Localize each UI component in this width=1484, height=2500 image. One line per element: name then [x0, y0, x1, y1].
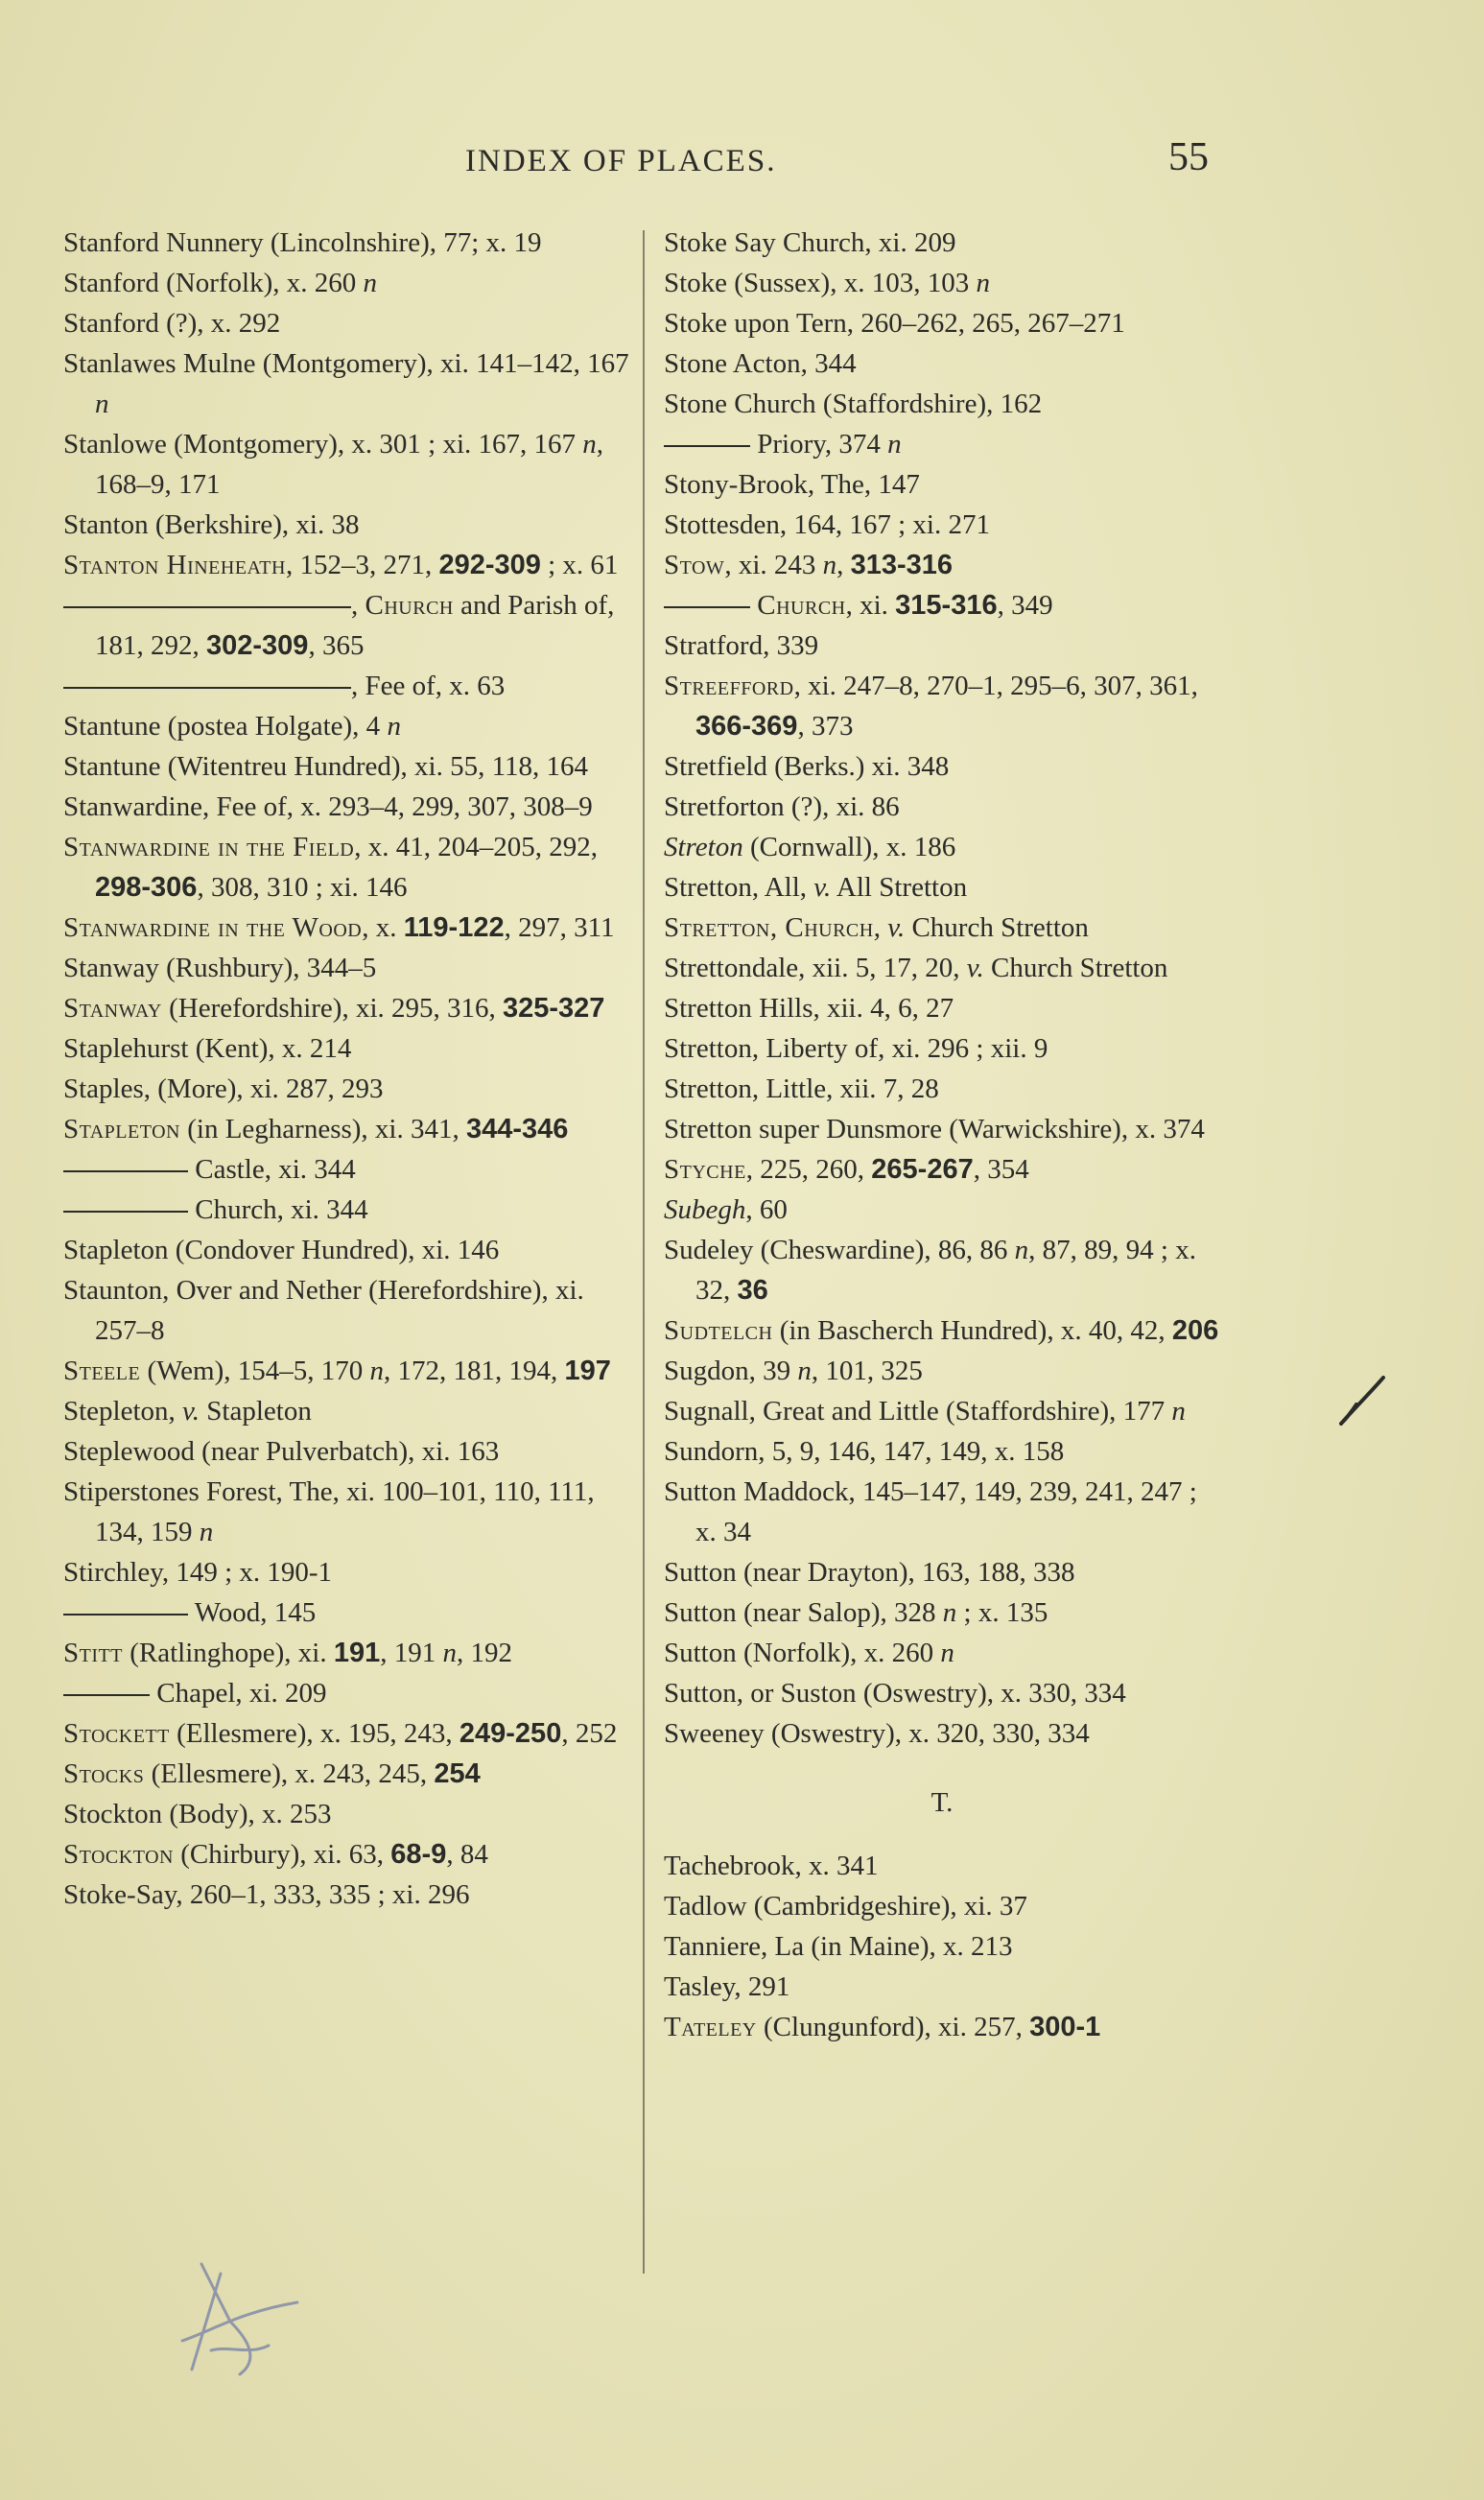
index-entry	[664, 625, 1220, 666]
entry-text: , 308, 310 ; xi. 146	[197, 872, 408, 903]
index-entry	[664, 1028, 1220, 1069]
index-column-left	[63, 223, 629, 1915]
index-entry	[63, 948, 629, 988]
entry-text: Staples, (More), xi. 287, 293	[63, 1073, 384, 1104]
index-entry	[664, 1351, 1220, 1391]
entry-text: Church Stretton	[983, 953, 1168, 983]
entry-text: Stretton Hills, xii. 4, 6, 27	[664, 993, 954, 1024]
index-entry	[63, 343, 629, 424]
pencil-scribble-mark	[173, 2254, 307, 2379]
entry-text: (Ellesmere), x. 195, 243,	[169, 1718, 459, 1749]
index-entry	[63, 666, 629, 706]
index-entry	[664, 1967, 1220, 2007]
entry-text: Sweeney (Oswestry), x. 320, 330, 334	[664, 1718, 1090, 1749]
index-entry	[63, 1875, 629, 1915]
entry-text: Church	[365, 590, 454, 621]
index-entry	[63, 746, 629, 787]
entry-text: (Herefordshire), xi. 295, 316,	[161, 993, 503, 1024]
entry-text: Stanwardine in the Wood	[63, 912, 363, 943]
index-entry	[664, 1713, 1220, 1754]
index-entry	[63, 263, 629, 303]
entry-text: v.	[182, 1396, 200, 1427]
entry-text: Stantune (postea Holgate), 4	[63, 711, 388, 742]
entry-text: Sutton (near Drayton), 163, 188, 338	[664, 1557, 1075, 1588]
entry-text: (Wem), 154–5, 170	[140, 1356, 370, 1386]
entry-text: Stantune (Witentreu Hundred), xi. 55, 118, 164	[63, 751, 589, 782]
ditto-dash	[63, 687, 351, 689]
entry-text: Church	[757, 590, 846, 621]
entry-text: Sutton Maddock, 145–147, 149, 239, 241, 247 ; x. 34	[664, 1476, 1197, 1547]
entry-text: 292-309	[438, 550, 541, 580]
entry-text: ; x. 135	[956, 1597, 1048, 1628]
entry-text: Stratford, 339	[664, 630, 819, 661]
index-entry	[63, 1230, 629, 1270]
entry-text: Stretton, Liberty of, xi. 296 ; xii. 9	[664, 1033, 1048, 1064]
ditto-dash	[664, 445, 750, 447]
index-entry	[63, 1431, 629, 1472]
index-entry	[63, 1592, 629, 1633]
entry-text: Sugnall, Great and Little (Staffordshire), 177	[664, 1396, 1172, 1427]
entry-text: , xi.	[845, 590, 896, 621]
entry-text: Stepleton,	[63, 1396, 183, 1427]
index-entry	[664, 1633, 1220, 1673]
index-entry	[63, 1552, 629, 1592]
entry-text: ,	[836, 550, 851, 580]
index-entry	[63, 827, 629, 908]
entry-text: , 252	[561, 1718, 618, 1749]
entry-text: 197	[564, 1356, 611, 1386]
entry-text: (Ellesmere), x. 243, 245,	[144, 1758, 435, 1789]
index-entry	[63, 1794, 629, 1834]
index-entry	[63, 505, 629, 545]
pencil-tick-mark	[1333, 1372, 1391, 1429]
index-entry	[63, 1472, 629, 1552]
entry-text: 68-9	[390, 1839, 447, 1870]
entry-text: n	[369, 1356, 385, 1386]
entry-text: , xi. 247–8, 270–1, 295–6, 307, 361,	[793, 671, 1198, 701]
index-entry	[664, 666, 1220, 746]
entry-text: , 354	[973, 1154, 1029, 1185]
entry-text: Stony-Brook, The, 147	[664, 469, 920, 500]
index-entry	[664, 988, 1220, 1028]
entry-text: v.	[813, 872, 832, 903]
entry-text: n	[363, 268, 378, 298]
entry-text: Stanwardine, Fee of, x. 293–4, 299, 307, 308–9	[63, 791, 593, 822]
index-entry	[664, 1391, 1220, 1431]
entry-text: , 84	[446, 1839, 488, 1870]
index-entry	[664, 1069, 1220, 1109]
index-entry	[63, 1270, 629, 1351]
entry-text: v.	[966, 953, 984, 983]
entry-text: v.	[887, 912, 906, 943]
entry-text: ,	[873, 912, 888, 943]
entry-text: 366-369	[695, 711, 798, 742]
index-entry	[664, 303, 1220, 343]
index-entry	[664, 1552, 1220, 1592]
column-divider	[643, 230, 645, 2274]
entry-text: , 87, 89, 94 ; x. 32,	[695, 1235, 1196, 1306]
entry-text: , Fee of, x. 63	[351, 671, 506, 701]
index-entry	[63, 1834, 629, 1875]
index-entry	[63, 1028, 629, 1069]
index-entry	[63, 706, 629, 746]
index-entry	[63, 1109, 629, 1149]
entry-text: 206	[1171, 1315, 1219, 1346]
index-entry	[664, 2007, 1220, 2047]
entry-text: n	[442, 1638, 457, 1668]
index-entry	[664, 545, 1220, 585]
index-entry	[664, 1149, 1220, 1190]
index-entry	[664, 1230, 1220, 1310]
index-entry	[664, 585, 1220, 625]
entry-text: , 172, 181, 194,	[384, 1356, 565, 1386]
ditto-dash	[63, 1694, 150, 1696]
entry-text: Stretton, All,	[664, 872, 814, 903]
entry-text: Church, xi. 344	[188, 1194, 368, 1225]
entry-text: 119-122	[403, 912, 505, 943]
entry-text: , 365	[308, 630, 365, 661]
entry-text: Stanford (?), x. 292	[63, 308, 281, 339]
entry-text: (Cornwall), x. 186	[742, 832, 956, 862]
entry-text: 325-327	[503, 993, 605, 1024]
entry-text: Stapleton	[63, 1114, 180, 1144]
index-entry	[63, 1673, 629, 1713]
index-entry	[664, 787, 1220, 827]
index-entry	[664, 1886, 1220, 1926]
entry-text: , 152–3, 271,	[285, 550, 439, 580]
entry-text: Stow	[664, 550, 725, 580]
entry-text: , 60	[745, 1194, 788, 1225]
entry-text: Stapleton (Condover Hundred), xi. 146	[63, 1235, 500, 1265]
ditto-dash	[63, 1170, 188, 1172]
entry-text: n	[387, 711, 401, 742]
entry-text: Tachebrook, x. 341	[664, 1851, 879, 1881]
entry-text: 249-250	[459, 1718, 562, 1749]
ditto-dash	[63, 606, 351, 608]
entry-text: Priory, 374	[750, 429, 888, 460]
index-entry	[664, 867, 1220, 908]
entry-text: Staplehurst (Kent), x. 214	[63, 1033, 352, 1064]
entry-text: n	[199, 1517, 214, 1547]
entry-text: Stirchley, 149 ; x. 190-1	[63, 1557, 333, 1588]
entry-text: Staunton, Over and Nether (Herefordshire), xi. 257–8	[63, 1275, 584, 1346]
entry-text: (Ratlinghope), xi.	[122, 1638, 334, 1668]
entry-text: Tateley	[664, 2012, 757, 2042]
index-entry	[664, 464, 1220, 505]
index-entry	[664, 343, 1220, 384]
entry-text: 298-306	[95, 872, 198, 903]
index-entry	[664, 1472, 1220, 1552]
entry-text: n	[942, 1597, 957, 1628]
entry-text: , 192	[456, 1638, 512, 1668]
entry-text: Stockton	[63, 1839, 174, 1870]
entry-text: Stone Acton, 344	[664, 348, 857, 379]
entry-text: Subegh	[664, 1194, 746, 1225]
index-entry	[63, 1754, 629, 1794]
index-entry	[63, 1713, 629, 1754]
section-letter	[664, 1782, 1220, 1823]
ditto-dash	[664, 606, 750, 608]
entry-text: n	[1014, 1235, 1029, 1265]
index-entry	[664, 424, 1220, 464]
entry-text: Streefford	[664, 671, 794, 701]
entry-text: Sutton (Norfolk), x. 260	[664, 1638, 941, 1668]
entry-text: Steplewood (near Pulverbatch), xi. 163	[63, 1436, 500, 1467]
index-column-right	[664, 223, 1220, 2047]
entry-text: Stretforton (?), xi. 86	[664, 791, 900, 822]
entry-text: (Chirbury), xi. 63,	[173, 1839, 391, 1870]
entry-text: Stanwardine in the Field	[63, 832, 355, 862]
entry-text: Steele	[63, 1356, 141, 1386]
entry-text: Stanlawes Mulne (Montgomery), xi. 141–142, 167	[63, 348, 629, 379]
entry-text: Stoke-Say, 260–1, 333, 335 ; xi. 296	[63, 1879, 470, 1910]
entry-text: T.	[930, 1787, 954, 1818]
entry-text: n	[1171, 1396, 1186, 1427]
entry-text: Stanway	[63, 993, 162, 1024]
entry-text: Tasley, 291	[664, 1971, 790, 2002]
entry-text: ,	[351, 590, 365, 621]
entry-text: 344-346	[466, 1114, 569, 1144]
index-entry	[63, 1190, 629, 1230]
entry-text: , x. 41, 204–205, 292,	[354, 832, 598, 862]
entry-text: n	[976, 268, 990, 298]
index-entry	[664, 908, 1220, 948]
entry-text: Stoke Say Church, xi. 209	[664, 227, 956, 258]
index-entry	[664, 1431, 1220, 1472]
entry-text: Tadlow (Cambridgeshire), xi. 37	[664, 1891, 1027, 1922]
index-entry	[63, 1351, 629, 1391]
page-header	[0, 134, 1484, 192]
entry-text: 36	[737, 1275, 768, 1306]
entry-text: (in Legharness), xi. 341,	[180, 1114, 466, 1144]
index-entry	[63, 545, 629, 585]
index-entry	[664, 1846, 1220, 1886]
entry-text: Stone Church (Staffordshire), 162	[664, 389, 1043, 419]
entry-text: , 225, 260,	[745, 1154, 872, 1185]
entry-text: , x.	[362, 912, 404, 943]
entry-text: Stanton (Berkshire), xi. 38	[63, 509, 360, 540]
index-entry	[63, 1149, 629, 1190]
entry-text: Stapleton	[200, 1396, 312, 1427]
entry-text: Stockett	[63, 1718, 170, 1749]
index-entry	[664, 1592, 1220, 1633]
index-entry	[63, 908, 629, 948]
entry-text: Stretfield (Berks.) xi. 348	[664, 751, 950, 782]
ditto-dash	[63, 1211, 188, 1213]
entry-text: Stanton Hinehеath	[63, 550, 286, 580]
entry-text: Stanlowe (Montgomery), x. 301 ; xi. 167, 167	[63, 429, 583, 460]
index-entry	[664, 1109, 1220, 1149]
index-entry	[664, 1190, 1220, 1230]
entry-text: Sugdon, 39	[664, 1356, 798, 1386]
entry-text: Stoke upon Tern, 260–262, 265, 267–271	[664, 308, 1125, 339]
index-entry	[664, 1310, 1220, 1351]
entry-text: Stanford Nunnery (Lincolnshire), 77; x. 19	[63, 227, 542, 258]
index-entry	[664, 223, 1220, 263]
entry-text: 300-1	[1029, 2012, 1101, 2042]
entry-text: Tanniere, La (in Maine), x. 213	[664, 1931, 1013, 1962]
index-entry	[664, 746, 1220, 787]
entry-text: Stitt	[63, 1638, 123, 1668]
entry-text: 302-309	[206, 630, 309, 661]
entry-text: 315-316	[895, 590, 998, 621]
entry-text: Stockton (Body), x. 253	[63, 1799, 332, 1829]
page-title: INDEX OF PLACES.	[465, 144, 777, 178]
entry-text: Stanford (Norfolk), x. 260	[63, 268, 364, 298]
entry-text: n	[940, 1638, 954, 1668]
index-entry	[63, 988, 629, 1028]
entry-text: (Clungunford), xi. 257,	[756, 2012, 1030, 2042]
entry-text: Styche	[664, 1154, 746, 1185]
entry-text: n	[797, 1356, 812, 1386]
entry-text: Stretton, Church	[664, 912, 874, 943]
entry-text: , 349	[997, 590, 1053, 621]
entry-text: Church Stretton	[905, 912, 1089, 943]
entry-text: Stiperstones Forest, The, xi. 100–101, 110, 111, 134, 159	[63, 1476, 595, 1547]
entry-text: Sutton, or Suston (Oswestry), x. 330, 334	[664, 1678, 1126, 1709]
index-entry	[63, 1633, 629, 1673]
index-entry	[63, 585, 629, 666]
entry-text: 254	[434, 1758, 481, 1789]
index-entry	[63, 223, 629, 263]
index-entry	[664, 263, 1220, 303]
index-entry	[664, 827, 1220, 867]
entry-text: Sudtelch	[664, 1315, 773, 1346]
entry-text: n	[95, 389, 109, 419]
entry-text: , xi. 243	[724, 550, 823, 580]
entry-text: Sutton (near Salop), 328	[664, 1597, 943, 1628]
entry-text: , 191	[380, 1638, 443, 1668]
entry-text: Stocks	[63, 1758, 145, 1789]
entry-text: Stoke (Sussex), x. 103, 103	[664, 268, 977, 298]
index-entry	[63, 1069, 629, 1109]
entry-text: 265-267	[871, 1154, 974, 1185]
entry-text: Wood, 145	[188, 1597, 317, 1628]
entry-text: Stretton, Little, xii. 7, 28	[664, 1073, 939, 1104]
index-entry	[664, 505, 1220, 545]
entry-text: Stottesden, 164, 167 ; xi. 271	[664, 509, 990, 540]
entry-text: Castle, xi. 344	[188, 1154, 356, 1185]
entry-text: Sundorn, 5, 9, 146, 147, 149, x. 158	[664, 1436, 1065, 1467]
entry-text: Strettondale, xii. 5, 17, 20,	[664, 953, 967, 983]
index-entry	[664, 384, 1220, 424]
entry-text: and Parish of, 181, 292,	[95, 590, 615, 661]
index-entry	[664, 948, 1220, 988]
entry-text: All Stretton	[831, 872, 968, 903]
entry-text: Stanway (Rushbury), 344–5	[63, 953, 377, 983]
index-entry	[63, 303, 629, 343]
entry-text: ; x. 61	[540, 550, 619, 580]
index-entry	[63, 787, 629, 827]
entry-text: Stretton super Dunsmore (Warwickshire), x. 374	[664, 1114, 1205, 1144]
index-entry	[63, 424, 629, 505]
index-entry	[63, 1391, 629, 1431]
entry-text: 313-316	[850, 550, 954, 580]
entry-text: n	[822, 550, 837, 580]
entry-text: , 297, 311	[504, 912, 615, 943]
index-entry	[664, 1673, 1220, 1713]
entry-text: Chapel, xi. 209	[150, 1678, 327, 1709]
entry-text: n	[887, 429, 902, 460]
ditto-dash	[63, 1614, 188, 1616]
entry-text: 191	[333, 1638, 381, 1668]
entry-text: n	[582, 429, 597, 460]
entry-text: Streton	[664, 832, 743, 862]
entry-text: , 101, 325	[811, 1356, 923, 1386]
entry-text: , 168–9, 171	[95, 429, 604, 500]
entry-text: (in Bascherch Hundred), x. 40, 42,	[772, 1315, 1172, 1346]
page-number: 55	[1168, 135, 1209, 179]
entry-text: Sudeley (Cheswardine), 86, 86	[664, 1235, 1015, 1265]
index-entry	[664, 1926, 1220, 1967]
entry-text: , 373	[797, 711, 854, 742]
